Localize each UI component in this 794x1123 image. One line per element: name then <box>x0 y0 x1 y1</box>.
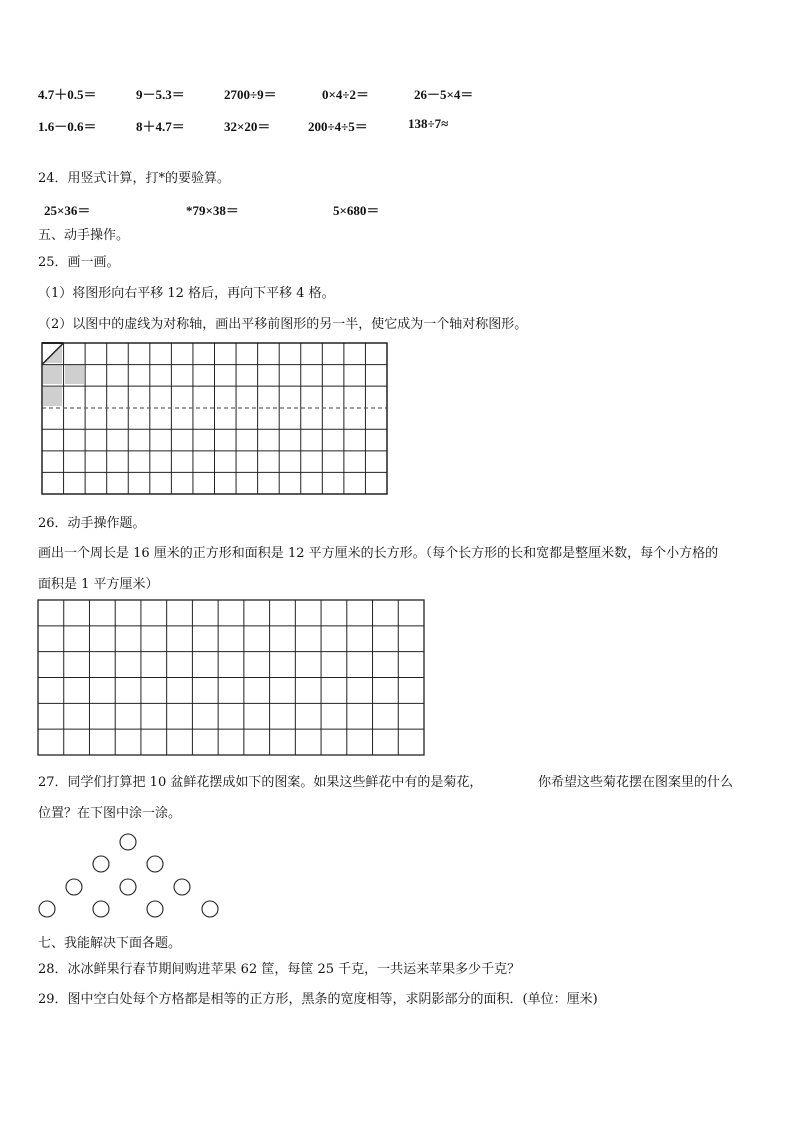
flower-circle[interactable] <box>147 901 163 917</box>
calc-item: 26－5×4＝ <box>414 87 474 102</box>
calc-item: 1.6－0.6＝ <box>38 119 97 134</box>
question-27-line1b: 你希望这些菊花摆在图案里的什么 <box>538 775 734 790</box>
question-25-title: 25．画一画。 <box>38 255 120 270</box>
question-26-title: 26．动手操作题。 <box>38 516 146 531</box>
question-24-title: 24．用竖式计算，打*的要验算。 <box>38 171 231 186</box>
calc-item: 200÷4÷5＝ <box>308 119 368 134</box>
area-grid <box>38 600 424 756</box>
question-25-part2: （2）以图中的虚线为对称轴，画出平移前图形的另一半，使它成为一个轴对称图形。 <box>38 317 528 332</box>
calc-item: 138÷7≈ <box>408 116 449 131</box>
calc-item: 4.7＋0.5＝ <box>38 87 97 102</box>
calc-item: 25×36＝ <box>44 203 91 218</box>
calc-item: *79×38＝ <box>186 203 239 218</box>
calc-item: 8＋4.7＝ <box>136 119 185 134</box>
calc-item: 5×680＝ <box>333 203 380 218</box>
flower-circle[interactable] <box>66 879 82 895</box>
translation-grid <box>42 343 387 495</box>
question-26-line1: 画出一个周长是 16 厘米的正方形和面积是 12 平方厘米的长方形。（每个长方形的长和宽都是整厘米数，每个小方格的 <box>38 546 719 561</box>
question-28: 28．冰冰鲜果行春节期间购进苹果 62 筐，每筐 25 千克，一共运来苹果多少千克？ <box>38 962 521 977</box>
flower-circle[interactable] <box>174 879 190 895</box>
flower-circle[interactable] <box>147 856 163 872</box>
flower-circle[interactable] <box>39 901 55 917</box>
flower-pattern <box>30 830 230 925</box>
question-29: 29．图中空白处每个方格都是相等的正方形，黑条的宽度相等，求阴影部分的面积．(单位：厘米) <box>38 992 598 1007</box>
calc-item: 0×4÷2＝ <box>322 87 370 102</box>
question-27-line2: 位置？在下图中涂一涂。 <box>38 806 182 821</box>
flower-circle[interactable] <box>93 901 109 917</box>
flower-circle[interactable] <box>120 879 136 895</box>
calc-item: 9－5.3＝ <box>136 87 185 102</box>
flower-circle[interactable] <box>202 901 218 917</box>
question-25-part1: （1）将图形向右平移 12 格后，再向下平移 4 格。 <box>38 286 335 301</box>
calc-item: 2700÷9＝ <box>224 87 277 102</box>
section-heading: 七、我能解决下面各题。 <box>38 936 182 951</box>
flower-circle[interactable] <box>93 856 109 872</box>
question-27-line1: 27．同学们打算把 10 盆鲜花摆成如下的图案。如果这些鲜花中有的是菊花， <box>38 775 483 790</box>
section-heading: 五、动手操作。 <box>38 228 130 243</box>
question-26-line2: 面积是 1 平方厘米） <box>38 577 159 592</box>
calc-item: 32×20＝ <box>224 119 271 134</box>
flower-circle[interactable] <box>120 834 136 850</box>
